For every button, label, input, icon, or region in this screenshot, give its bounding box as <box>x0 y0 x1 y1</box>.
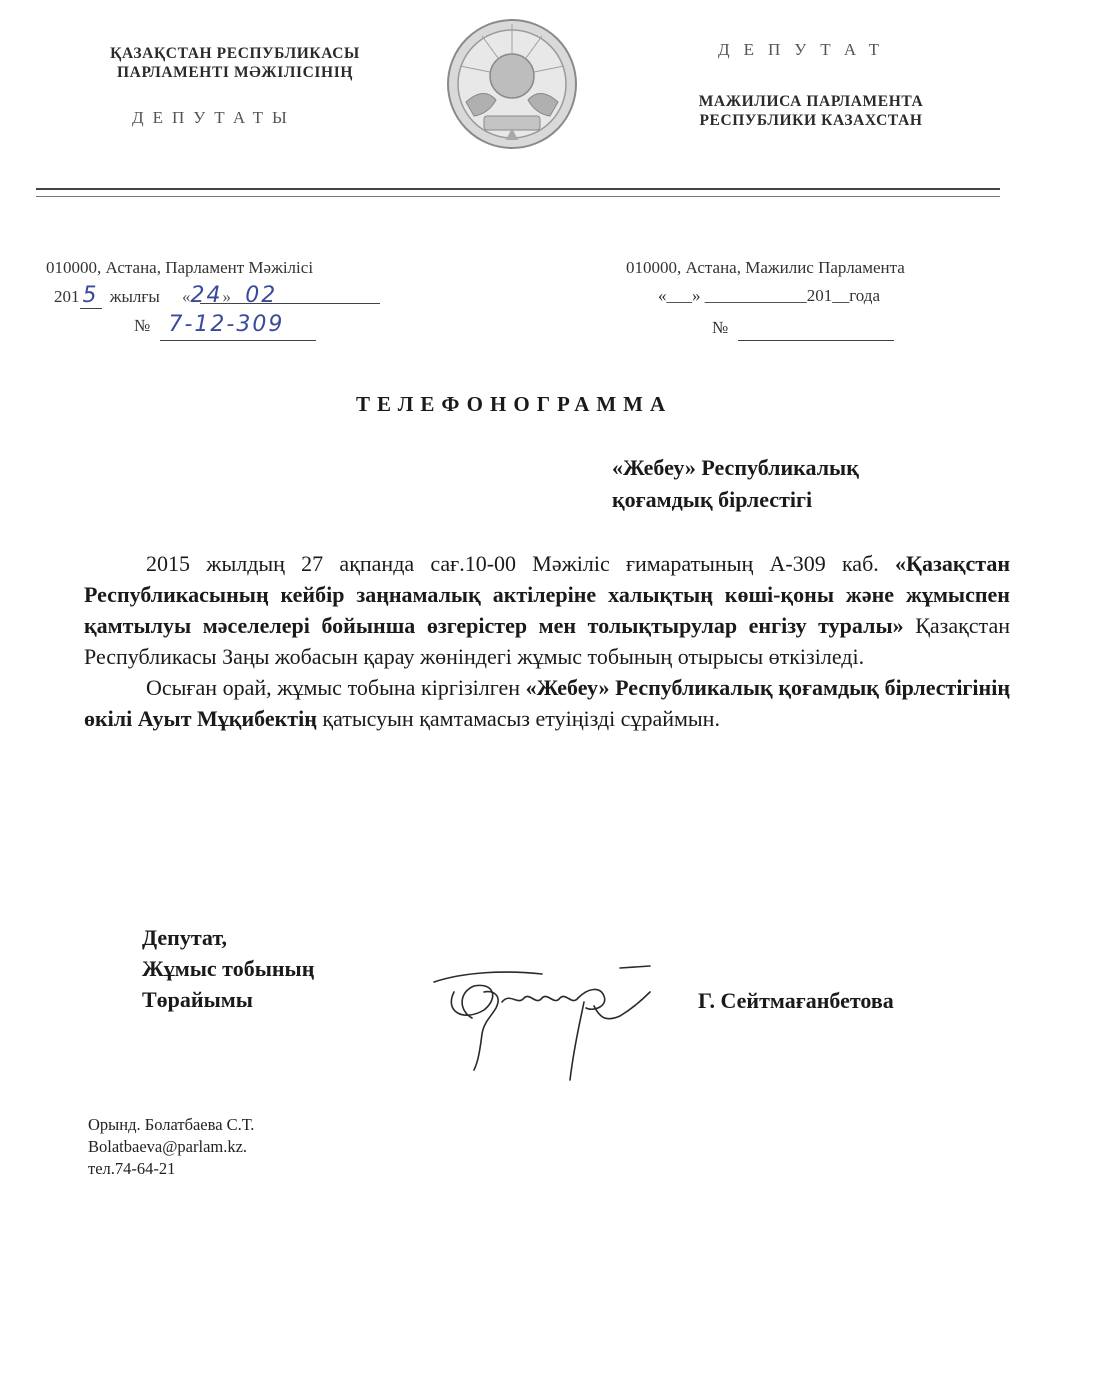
p2-end: қатысуын қамтамасыз етуіңізді сұраймын. <box>316 706 720 731</box>
left-date-open: « <box>182 287 191 306</box>
letterhead-left-line2: ПАРЛАМЕНТІ МӘЖІЛІСІНІҢ <box>117 64 353 81</box>
p1-start: 2015 жылдың 27 ақпанда сағ.10-00 Мәжіліс ғимаратының А-309 каб. <box>146 551 879 576</box>
letterhead-left-line1: ҚАЗАҚСТАН РЕСПУБЛИКАСЫ <box>110 45 360 62</box>
letter-body <box>84 548 1010 734</box>
address-right: 010000, Астана, Мажилис Парламента <box>626 258 905 277</box>
p2-start: Осыған орай, жұмыс тобына кіргізілген <box>146 675 526 700</box>
letterhead-left <box>70 44 400 82</box>
letterhead-right-line2: РЕСПУБЛИКИ КАЗАХСТАН <box>699 112 923 129</box>
executor-phone: тел.74-64-21 <box>88 1159 176 1178</box>
right-number-underline <box>738 340 894 341</box>
left-number-line <box>134 312 284 337</box>
header-divider-thin <box>36 196 1000 197</box>
left-date-hand: 24 <box>190 283 223 308</box>
header-divider <box>36 188 1000 190</box>
right-no-label: № <box>712 318 729 337</box>
state-emblem-icon <box>444 16 580 152</box>
handwritten-signature <box>424 962 664 1086</box>
left-year-hand: 5 <box>80 283 102 309</box>
p1-bold: «Қазақстан Республикасының кейбір заңнамалық актілеріне халықтың көші-қоны және жұмыспен қамтылуы мәселелері бойынша өзгерістер мен толықтырулар енгізу туралы» <box>84 551 1011 638</box>
letterhead-left-spaced: ДЕПУТАТЫ <box>132 108 296 127</box>
letterhead-right-line1: МАЖИЛИСА ПАРЛАМЕНТА <box>698 93 924 110</box>
right-date-line: «___» ____________201__года <box>658 286 881 305</box>
p1-end: Қазақстан Республикасы Заңы жобасын қарау жөніндегі жұмыс тобының отырысы өткізіледі. <box>84 613 1010 669</box>
right-number-line <box>712 318 728 338</box>
signature-role <box>142 922 314 1015</box>
letterhead-right-spaced: ДЕПУТАТ <box>718 40 893 59</box>
body-paragraph-2 <box>84 672 1010 734</box>
executor-info <box>88 1114 254 1180</box>
executor-name: Орынд. Болатбаева С.Т. <box>88 1115 255 1134</box>
document-title: ТЕЛЕФОНОГРАММА <box>356 392 673 416</box>
letterhead-right <box>646 92 976 130</box>
p2-bold: «Жебеу» Республикалық қоғамдық бірлестігінің өкілі Ауыт Мұқибектің <box>84 675 1010 731</box>
left-no-label: № <box>134 316 151 335</box>
left-no-hand: 7-12-309 <box>168 312 285 337</box>
signature-role2: Жұмыс тобының <box>142 956 315 981</box>
left-number-underline <box>160 340 316 341</box>
left-year-suffix: жылғы <box>109 287 160 306</box>
signature-role3: Төрайымы <box>142 987 253 1012</box>
signature-role1: Депутат, <box>142 925 228 950</box>
recipient-line1: «Жебеу» Республикалық <box>612 455 859 480</box>
address-left: 010000, Астана, Парламент Мәжілісі <box>46 258 314 277</box>
left-date-close: » <box>222 287 232 306</box>
recipient-line2: қоғамдық бірлестігі <box>612 487 813 512</box>
left-year-line <box>54 283 277 308</box>
body-paragraph-1 <box>84 548 1010 672</box>
left-month-hand: 02 <box>245 283 278 308</box>
left-year-prefix: 201 <box>54 287 80 306</box>
executor-email: Bolatbaeva@parlam.kz. <box>88 1137 248 1156</box>
signatory-name: Г. Сейтмағанбетова <box>698 988 894 1013</box>
recipient <box>612 452 859 516</box>
left-date-underline <box>200 303 380 304</box>
